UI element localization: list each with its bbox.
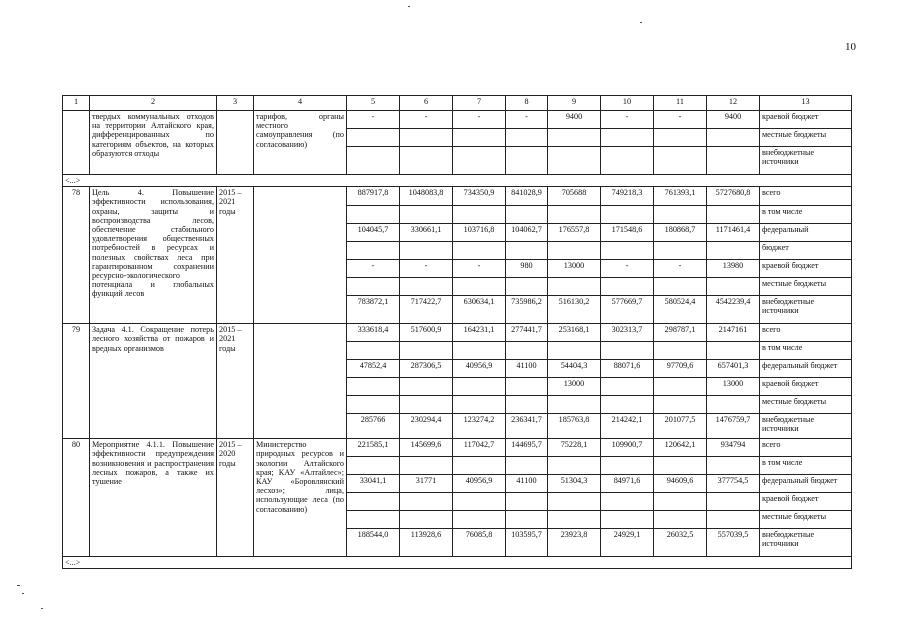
amount-cell xyxy=(453,242,506,260)
amount-cell xyxy=(347,378,400,396)
funding-source: всего xyxy=(760,324,852,342)
amount-cell xyxy=(548,342,601,360)
funding-source: в том числе xyxy=(760,457,852,475)
column-header: 7 xyxy=(453,96,506,111)
amount-cell: 104062,7 xyxy=(506,224,548,242)
amount-cell xyxy=(601,242,654,260)
row-number: 80 xyxy=(63,439,90,557)
amount-cell: 717422,7 xyxy=(400,296,453,324)
amount-cell: 9400 xyxy=(548,111,601,129)
amount-cell xyxy=(400,129,453,147)
amount-cell: - xyxy=(347,260,400,278)
amount-cell xyxy=(400,147,453,175)
row-number: 79 xyxy=(63,324,90,439)
amount-cell: 2147161 xyxy=(707,324,760,342)
amount-cell: 4542239,4 xyxy=(707,296,760,324)
amount-cell xyxy=(707,278,760,296)
amount-cell xyxy=(453,278,506,296)
funding-source: местные бюджеты xyxy=(760,396,852,414)
amount-cell: 54404,3 xyxy=(548,360,601,378)
amount-cell: 333618,4 xyxy=(347,324,400,342)
column-header: 4 xyxy=(254,96,347,111)
amount-cell: 94609,6 xyxy=(654,475,707,493)
amount-cell: 75228,1 xyxy=(548,439,601,457)
amount-cell xyxy=(548,457,601,475)
amount-cell: 841028,9 xyxy=(506,187,548,206)
amount-cell xyxy=(400,278,453,296)
amount-cell xyxy=(347,457,400,475)
amount-cell xyxy=(548,396,601,414)
amount-cell xyxy=(506,511,548,529)
amount-cell: 214242,1 xyxy=(601,414,654,439)
amount-cell: - xyxy=(506,111,548,129)
table-row xyxy=(63,111,852,129)
executor-cell xyxy=(254,324,347,439)
amount-cell xyxy=(707,342,760,360)
amount-cell xyxy=(707,511,760,529)
period-cell: 2015 – 2020 годы xyxy=(217,439,254,557)
amount-cell xyxy=(654,206,707,224)
activity-description: твердых коммунальных отходов на территории Алтайского края, дифференцированных по категориям объектов, на которых образуются отходы xyxy=(90,111,217,175)
ellipsis-marker: <...> xyxy=(63,557,852,569)
funding-source: краевой бюджет xyxy=(760,260,852,278)
amount-cell xyxy=(506,278,548,296)
amount-cell: 97709,6 xyxy=(654,360,707,378)
amount-cell xyxy=(400,511,453,529)
amount-cell xyxy=(654,278,707,296)
amount-cell: 557039,5 xyxy=(707,529,760,557)
funding-source: бюджет xyxy=(760,242,852,260)
amount-cell xyxy=(601,378,654,396)
amount-cell xyxy=(347,147,400,175)
amount-cell xyxy=(654,147,707,175)
amount-cell: 145699,6 xyxy=(400,439,453,457)
amount-cell xyxy=(707,457,760,475)
funding-source: внебюджетные источники xyxy=(760,529,852,557)
amount-cell: - xyxy=(601,260,654,278)
amount-cell xyxy=(506,378,548,396)
amount-cell: 253168,1 xyxy=(548,324,601,342)
amount-cell: - xyxy=(601,111,654,129)
amount-cell: 298787,1 xyxy=(654,324,707,342)
period-cell xyxy=(217,111,254,175)
amount-cell xyxy=(601,457,654,475)
amount-cell xyxy=(453,342,506,360)
amount-cell: 33041,1 xyxy=(347,475,400,493)
amount-cell xyxy=(453,147,506,175)
amount-cell: 171548,6 xyxy=(601,224,654,242)
amount-cell xyxy=(601,147,654,175)
amount-cell xyxy=(347,342,400,360)
amount-cell xyxy=(548,206,601,224)
amount-cell: 24929,1 xyxy=(601,529,654,557)
amount-cell xyxy=(654,378,707,396)
period-cell: 2015 – 2021 годы xyxy=(217,324,254,439)
amount-cell xyxy=(654,493,707,511)
amount-cell xyxy=(453,511,506,529)
amount-cell xyxy=(400,396,453,414)
amount-cell xyxy=(654,396,707,414)
amount-cell: - xyxy=(453,111,506,129)
funding-source: местные бюджеты xyxy=(760,278,852,296)
funding-source: местные бюджеты xyxy=(760,129,852,147)
amount-cell: 176557,8 xyxy=(548,224,601,242)
funding-source: местные бюджеты xyxy=(760,511,852,529)
table-row xyxy=(63,324,852,342)
amount-cell xyxy=(400,378,453,396)
ellipsis-marker: <...> xyxy=(63,175,852,187)
amount-cell: 185763,8 xyxy=(548,414,601,439)
amount-cell xyxy=(506,242,548,260)
amount-cell: 285766 xyxy=(347,414,400,439)
amount-cell: 887917,8 xyxy=(347,187,400,206)
column-header: 2 xyxy=(90,96,217,111)
funding-source: краевой бюджет xyxy=(760,493,852,511)
amount-cell: 749218,3 xyxy=(601,187,654,206)
funding-source: внебюджетные источники xyxy=(760,296,852,324)
amount-cell xyxy=(347,493,400,511)
amount-cell xyxy=(601,511,654,529)
executor-cell: Министерство природных ресурсов и экологии Алтайского края; КАУ «Алтайлес»; КАУ «Боровлянский лесхоз»; лица, использующие леса (по согласованию) xyxy=(254,439,347,557)
amount-cell: 277441,7 xyxy=(506,324,548,342)
amount-cell: 13000 xyxy=(548,378,601,396)
amount-cell: 103595,7 xyxy=(506,529,548,557)
amount-cell xyxy=(453,129,506,147)
amount-cell xyxy=(601,129,654,147)
amount-cell: 120642,1 xyxy=(654,439,707,457)
amount-cell xyxy=(347,206,400,224)
amount-cell: 5727680,8 xyxy=(707,187,760,206)
amount-cell: 230294,4 xyxy=(400,414,453,439)
amount-cell: 630634,1 xyxy=(453,296,506,324)
amount-cell xyxy=(601,396,654,414)
table-row xyxy=(63,187,852,206)
amount-cell: 236341,7 xyxy=(506,414,548,439)
amount-cell: 26032,5 xyxy=(654,529,707,557)
column-header: 6 xyxy=(400,96,453,111)
amount-cell: 123274,2 xyxy=(453,414,506,439)
amount-cell xyxy=(400,242,453,260)
amount-cell xyxy=(707,129,760,147)
amount-cell xyxy=(453,396,506,414)
amount-cell: 201077,5 xyxy=(654,414,707,439)
amount-cell xyxy=(654,511,707,529)
amount-cell xyxy=(707,147,760,175)
amount-cell xyxy=(506,342,548,360)
column-header: 13 xyxy=(760,96,852,111)
amount-cell xyxy=(506,129,548,147)
amount-cell: 188544,0 xyxy=(347,529,400,557)
amount-cell xyxy=(506,396,548,414)
funding-source: в том числе xyxy=(760,206,852,224)
funding-source: федеральный бюджет xyxy=(760,360,852,378)
amount-cell: 9400 xyxy=(707,111,760,129)
amount-cell xyxy=(548,511,601,529)
amount-cell xyxy=(347,396,400,414)
amount-cell: 113928,6 xyxy=(400,529,453,557)
column-header: 1 xyxy=(63,96,90,111)
amount-cell: 1048083,8 xyxy=(400,187,453,206)
amount-cell xyxy=(400,457,453,475)
amount-cell: 517600,9 xyxy=(400,324,453,342)
amount-cell: 76085,8 xyxy=(453,529,506,557)
executor-cell xyxy=(254,187,347,324)
amount-cell: 783872,1 xyxy=(347,296,400,324)
funding-source: внебюджетные источники xyxy=(760,147,852,175)
amount-cell xyxy=(654,242,707,260)
ellipsis-row xyxy=(63,175,852,187)
amount-cell xyxy=(548,278,601,296)
funding-source: всего xyxy=(760,439,852,457)
amount-cell: - xyxy=(654,260,707,278)
amount-cell xyxy=(654,457,707,475)
amount-cell xyxy=(506,147,548,175)
amount-cell: 577669,7 xyxy=(601,296,654,324)
amount-cell: - xyxy=(453,260,506,278)
amount-cell: 1171461,4 xyxy=(707,224,760,242)
amount-cell: 287306,5 xyxy=(400,360,453,378)
program-table xyxy=(62,95,852,569)
amount-cell: 13000 xyxy=(707,378,760,396)
amount-cell: 40956,9 xyxy=(453,360,506,378)
amount-cell xyxy=(453,378,506,396)
amount-cell: 221585,1 xyxy=(347,439,400,457)
amount-cell xyxy=(506,206,548,224)
amount-cell: - xyxy=(347,111,400,129)
amount-cell: 705688 xyxy=(548,187,601,206)
amount-cell: 180868,7 xyxy=(654,224,707,242)
amount-cell: 377754,5 xyxy=(707,475,760,493)
amount-cell: 117042,7 xyxy=(453,439,506,457)
ellipsis-row xyxy=(63,557,852,569)
column-header: 3 xyxy=(217,96,254,111)
amount-cell: 516130,2 xyxy=(548,296,601,324)
amount-cell xyxy=(347,242,400,260)
amount-cell xyxy=(400,342,453,360)
amount-cell: 735986,2 xyxy=(506,296,548,324)
amount-cell xyxy=(707,493,760,511)
amount-cell xyxy=(707,206,760,224)
column-header: 8 xyxy=(506,96,548,111)
amount-cell xyxy=(400,493,453,511)
amount-cell xyxy=(548,147,601,175)
amount-cell: 23923,8 xyxy=(548,529,601,557)
funding-source: федеральный xyxy=(760,224,852,242)
amount-cell xyxy=(506,493,548,511)
amount-cell xyxy=(654,129,707,147)
amount-cell xyxy=(453,457,506,475)
amount-cell: - xyxy=(400,111,453,129)
amount-cell: 84971,6 xyxy=(601,475,654,493)
amount-cell: 51304,3 xyxy=(548,475,601,493)
page-number: 10 xyxy=(845,41,856,53)
amount-cell xyxy=(347,129,400,147)
amount-cell: 1476759,7 xyxy=(707,414,760,439)
activity-description: Мероприятие 4.1.1. Повышение эффективности предупреждения возникновения и распространения лесных пожаров, а также их тушение xyxy=(90,439,217,557)
executor-cell: тарифов, органы местного самоуправления (по согласованию) xyxy=(254,111,347,175)
amount-cell: 761393,1 xyxy=(654,187,707,206)
amount-cell xyxy=(601,493,654,511)
amount-cell xyxy=(548,129,601,147)
amount-cell: 580524,4 xyxy=(654,296,707,324)
amount-cell: 734350,9 xyxy=(453,187,506,206)
row-number xyxy=(63,111,90,175)
funding-source: в том числе xyxy=(760,342,852,360)
amount-cell xyxy=(548,242,601,260)
amount-cell xyxy=(601,342,654,360)
amount-cell: 657401,3 xyxy=(707,360,760,378)
amount-cell: 302313,7 xyxy=(601,324,654,342)
amount-cell xyxy=(707,396,760,414)
amount-cell xyxy=(400,206,453,224)
funding-source: внебюджетные источники xyxy=(760,414,852,439)
table-row xyxy=(63,439,852,457)
row-number: 78 xyxy=(63,187,90,324)
amount-cell: 934794 xyxy=(707,439,760,457)
amount-cell xyxy=(548,493,601,511)
amount-cell: 88071,6 xyxy=(601,360,654,378)
column-header: 9 xyxy=(548,96,601,111)
amount-cell: 47852,4 xyxy=(347,360,400,378)
amount-cell: 31771 xyxy=(400,475,453,493)
column-header: 11 xyxy=(654,96,707,111)
funding-source: всего xyxy=(760,187,852,206)
amount-cell: 13980 xyxy=(707,260,760,278)
activity-description: Цель 4. Повышение эффективности использования, охраны, защиты и воспроизводства лесов, обеспечение стабильного удовлетворения общественных потребностей в ресурсах и полезных свойствах леса при гарантированном сохранении ресурсно-экологического потенциала и глобальных функций лесов xyxy=(90,187,217,324)
amount-cell: 330661,1 xyxy=(400,224,453,242)
period-cell: 2015 – 2021 годы xyxy=(217,187,254,324)
amount-cell: 41100 xyxy=(506,475,548,493)
amount-cell: 104045,7 xyxy=(347,224,400,242)
amount-cell xyxy=(601,278,654,296)
amount-cell xyxy=(601,206,654,224)
column-header: 10 xyxy=(601,96,654,111)
amount-cell: 144695,7 xyxy=(506,439,548,457)
column-header: 5 xyxy=(347,96,400,111)
amount-cell xyxy=(453,493,506,511)
amount-cell: - xyxy=(400,260,453,278)
activity-description: Задача 4.1. Сокращение потерь лесного хозяйства от пожаров и вредных организмов xyxy=(90,324,217,439)
amount-cell xyxy=(347,278,400,296)
amount-cell: 40956,9 xyxy=(453,475,506,493)
amount-cell xyxy=(453,206,506,224)
amount-cell: 109900,7 xyxy=(601,439,654,457)
funding-source: федеральный бюджет xyxy=(760,475,852,493)
amount-cell: 164231,1 xyxy=(453,324,506,342)
amount-cell xyxy=(707,242,760,260)
amount-cell: 13000 xyxy=(548,260,601,278)
amount-cell xyxy=(506,457,548,475)
column-header: 12 xyxy=(707,96,760,111)
amount-cell: 103716,8 xyxy=(453,224,506,242)
amount-cell: - xyxy=(654,111,707,129)
amount-cell xyxy=(654,342,707,360)
funding-source: краевой бюджет xyxy=(760,111,852,129)
amount-cell: 980 xyxy=(506,260,548,278)
funding-source: краевой бюджет xyxy=(760,378,852,396)
header-row xyxy=(63,96,852,111)
amount-cell xyxy=(347,511,400,529)
amount-cell: 41100 xyxy=(506,360,548,378)
